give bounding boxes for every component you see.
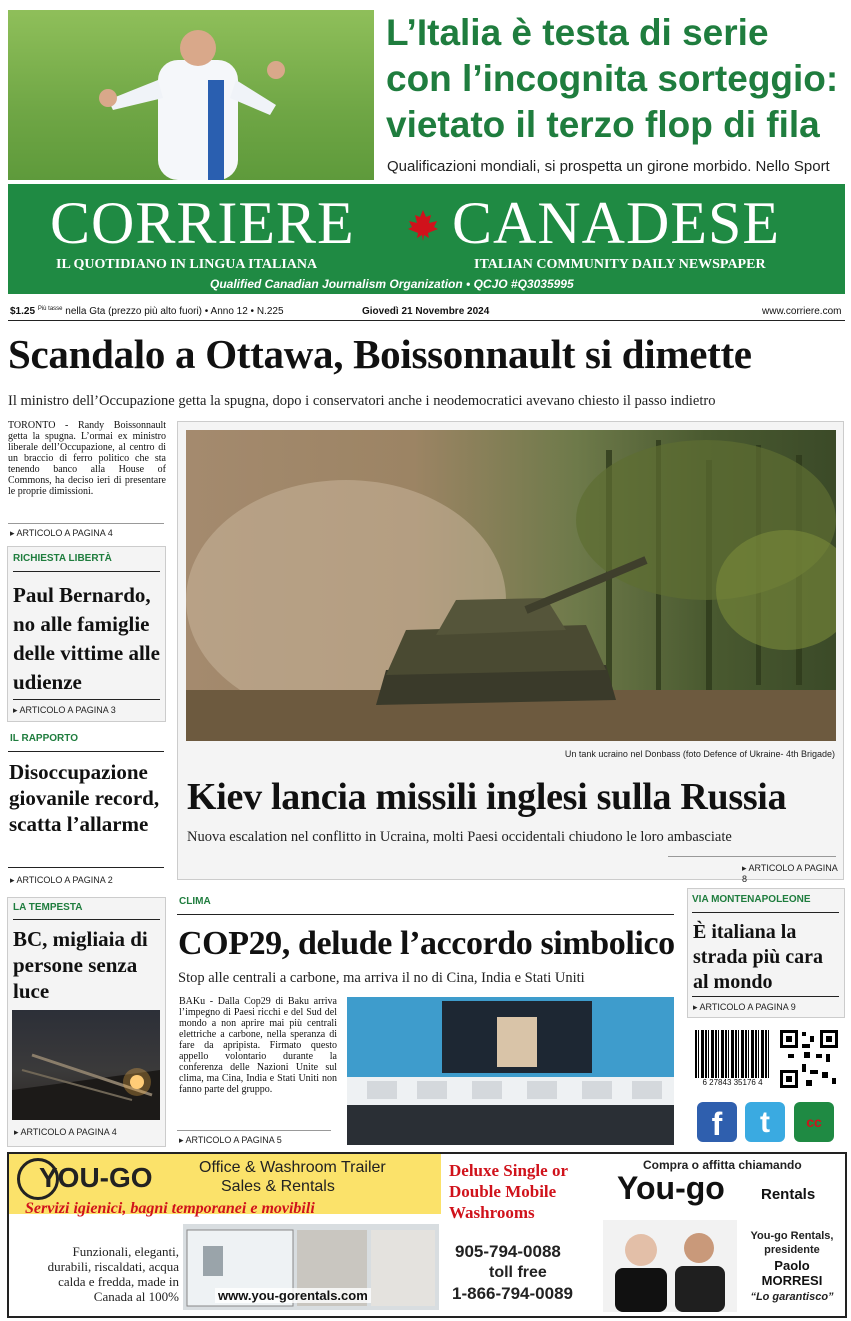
masthead-tagline-left: IL QUOTIDIANO IN LINGUA ITALIANA: [56, 257, 318, 272]
right-story-ref[interactable]: ▸ ARTICOLO A PAGINA 9: [693, 1002, 796, 1013]
price: $1.25: [10, 306, 36, 317]
side-story-2-ref[interactable]: ▸ ARTICOLO A PAGINA 2: [10, 875, 113, 886]
main-ref-rule: [668, 856, 836, 857]
side-story-1-kicker: RICHIESTA LIBERTÀ: [13, 553, 112, 564]
ad-banner: [7, 1152, 847, 1318]
side-story-2-kicker: IL RAPPORTO: [10, 733, 78, 744]
masthead-banner: [8, 184, 845, 294]
ad-president-line-2: presidente: [764, 1244, 820, 1256]
qr-pattern: [780, 1030, 838, 1088]
main-caption: Un tank ucraino nel Donbass (foto Defence of Ukraine- 4th Brigade): [564, 749, 835, 759]
ad-guarantee: “Lo garantisco”: [750, 1291, 834, 1303]
ad-compra: Compra o affitta chiamando: [643, 1158, 802, 1172]
side-story-1-rule-2: [13, 699, 160, 700]
top-headline-line-2: con l’incognita sorteggio:: [386, 58, 839, 99]
ad-tollfree: 1-866-794-0089: [452, 1284, 573, 1303]
right-story: [687, 888, 845, 1018]
lead-subhead: Il ministro dell’Occupazione getta la spugna, dopo i conservatori anche i neodemocratici avevano chiesto il passo indietro: [8, 393, 716, 409]
ad-president-figures: [603, 1220, 737, 1312]
cop-conference-scene: [347, 997, 674, 1145]
top-headline-line-3: vietato il terzo flop di fila: [386, 104, 820, 145]
maple-leaf-icon: [406, 208, 440, 242]
ad-president-name-2: MORRESI: [761, 1273, 823, 1288]
top-subtitle: Qualificazioni mondiali, si prospetta un girone morbido. Nello Sport: [387, 158, 830, 175]
lead-headline: Scandalo a Ottawa, Boissonnault si dimette: [8, 331, 752, 377]
price-line: [10, 306, 284, 317]
side-story-2-headline: Disoccupazione giovanile record, scatta l’allarme: [9, 760, 160, 836]
website-link[interactable]: www.corriere.com: [762, 306, 842, 317]
corriere-app-icon[interactable]: cc: [794, 1102, 834, 1142]
cop-headline: COP29, delude l’accordo simbolico: [178, 925, 675, 962]
ad-offer-line-2: Sales & Rentals: [221, 1178, 335, 1195]
top-headline-line-1: L’Italia è testa di serie: [386, 12, 769, 53]
ad-logo-small: Rentals: [761, 1186, 816, 1203]
lead-ref[interactable]: ▸ ARTICOLO A PAGINA 4: [10, 528, 113, 539]
issue-info: nella Gta (prezzo più alto fuori) • Anno 12 • N.225: [65, 306, 284, 317]
twitter-icon[interactable]: t: [745, 1102, 785, 1142]
cop-kicker: CLIMA: [179, 896, 211, 907]
qr-code: [780, 1030, 838, 1088]
masthead-tagline-right: ITALIAN COMMUNITY DAILY NEWSPAPER: [474, 257, 766, 272]
coach-photo: [8, 10, 374, 180]
ad-logo-big: You-go: [617, 1170, 725, 1206]
right-story-kicker: VIA MONTENAPOLEONE: [692, 894, 811, 905]
side-story-3-headline: BC, migliaia di persone senza luce: [13, 927, 148, 1003]
meta-divider: [8, 320, 845, 321]
barcode: [695, 1030, 770, 1092]
side-story-3-ref[interactable]: ▸ ARTICOLO A PAGINA 4: [14, 1127, 117, 1138]
masthead-title-right: CANADESE: [452, 190, 781, 256]
barcode-number: 6 27843 35176 4: [702, 1078, 763, 1087]
lead-body: TORONTO - Randy Boissonnault getta la spugna. L’ormai ex ministro liberale dell’Occupazione, al centro di un braccio di ferro politico che sta tenendo banco alla House of Commons, ha deciso ieri di presentare le proprie dimissioni.: [8, 420, 166, 497]
masthead-qualified: Qualified Canadian Journalism Organization • QCJO #Q3035995: [210, 277, 574, 291]
ad-brand: YOU-GO: [39, 1162, 153, 1193]
ad-president-name-1: Paolo: [774, 1258, 810, 1273]
storm-scene: [12, 1010, 160, 1120]
right-story-headline: È italiana la strada più cara al mondo: [693, 921, 823, 993]
ad-website[interactable]: www.you-gorentals.com: [215, 1288, 371, 1303]
ad-deluxe: Deluxe Single or Double Mobile Washrooms: [449, 1161, 568, 1222]
facebook-icon[interactable]: f: [697, 1102, 737, 1142]
coach-figure: [8, 10, 374, 180]
right-story-rule: [692, 912, 839, 913]
main-subhead: Nuova escalation nel conflitto in Ucraina, molti Paesi occidentali chiudono le loro ambasciate: [187, 829, 732, 845]
ad-tollfree-label: toll free: [489, 1264, 547, 1281]
side-story-1-ref[interactable]: ▸ ARTICOLO A PAGINA 3: [13, 705, 116, 716]
ad-features: Funzionali, eleganti, durabili, riscaldati, acqua calda e fredda, made in Canada al 100%: [47, 1244, 179, 1304]
tank-scene: [186, 430, 836, 741]
side-story-1-headline: Paul Bernardo, no alle famiglie delle vittime alle udienze: [13, 583, 160, 694]
side-story-3: [7, 897, 166, 1147]
main-ref[interactable]: ▸ ARTICOLO A PAGINA 8: [742, 863, 843, 884]
cop-rule: [177, 914, 674, 915]
ad-phone: 905-794-0088: [455, 1242, 561, 1261]
cop-photo: [347, 997, 674, 1145]
right-story-rule-2: [692, 996, 839, 997]
side-story-1-rule: [13, 571, 160, 572]
storm-photo: [12, 1010, 160, 1120]
lead-body-rule: [8, 523, 164, 524]
tank-photo: [186, 430, 836, 741]
side-story-2-rule: [8, 751, 164, 752]
ad-offer-line-1: Office & Washroom Trailer: [199, 1159, 386, 1176]
masthead-title-left: CORRIERE: [50, 190, 355, 256]
side-story-1: [7, 546, 166, 722]
side-story-3-rule: [13, 919, 160, 920]
issue-date: Giovedì 21 Novembre 2024: [362, 306, 490, 317]
price-tax: Più tasse: [37, 306, 63, 312]
side-story-3-kicker: LA TEMPESTA: [13, 902, 83, 913]
barcode-bars: [695, 1030, 770, 1078]
cop-body-rule: [177, 1130, 331, 1131]
side-story-2-rule-2: [8, 867, 164, 868]
cop-ref[interactable]: ▸ ARTICOLO A PAGINA 5: [179, 1135, 282, 1146]
ad-president-line-1: You-go Rentals,: [750, 1230, 834, 1242]
main-headline: Kiev lancia missili inglesi sulla Russia: [187, 776, 787, 818]
ad-president-photo: [603, 1220, 737, 1312]
main-story: [177, 421, 844, 884]
cop-body: BAKu - Dalla Cop29 di Baku arriva l’impegno di Paesi ricchi e del Sud del mondo a non aprire mai più centrali elettriche a carbone, nella speranza di fare da apripista. Firmato questo appello volontario durante la conferenza delle Nazioni Unite sul clima, ma Cina, India e Stati Uniti non fanno parte del gruppo.: [179, 996, 337, 1095]
ad-servizi: Servizi igienici, bagni temporanei e movibili: [25, 1200, 315, 1217]
cop-subhead: Stop alle centrali a carbone, ma arriva il no di Cina, India e Stati Uniti: [178, 970, 585, 986]
